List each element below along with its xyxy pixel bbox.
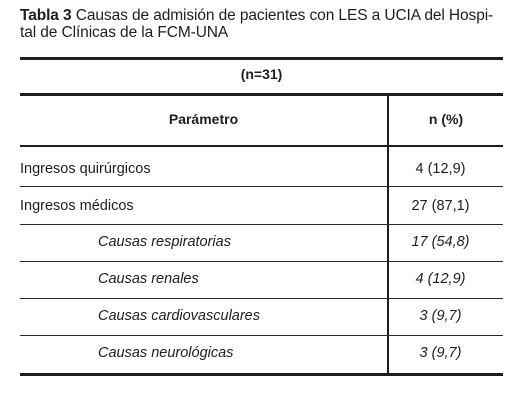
row-divider	[20, 298, 503, 299]
row-label-causas-cardiovasculares: Causas cardiovasculares	[98, 308, 260, 324]
row-divider	[20, 186, 503, 187]
row-value-causas-neurologicas: 3 (9,7)	[419, 345, 462, 361]
sample-size-header: (n=31)	[240, 66, 283, 82]
row-value-ingresos-medicos: 27 (87,1)	[411, 198, 470, 214]
header-top-rule	[20, 93, 503, 96]
row-value-causas-cardiovasculares: 3 (9,7)	[419, 308, 462, 324]
row-value-causas-respiratorias: 17 (54,8)	[411, 234, 470, 250]
row-divider	[20, 224, 503, 225]
row-divider	[20, 335, 503, 336]
caption-text-line1: Causas de admisión de pacientes con LES a UCIA del Hospi-	[75, 7, 494, 24]
table-caption	[20, 7, 510, 41]
column-header-n-percent: n (%)	[428, 111, 464, 127]
row-value-causas-renales: 4 (12,9)	[415, 271, 466, 287]
table-top-rule	[20, 57, 503, 60]
table-number: Tabla 3	[20, 7, 72, 24]
row-label-ingresos-quirurgicos: Ingresos quirúrgicos	[20, 161, 151, 177]
row-label-ingresos-medicos: Ingresos médicos	[20, 198, 134, 214]
row-label-causas-renales: Causas renales	[98, 271, 199, 287]
row-divider	[20, 261, 503, 262]
row-label-causas-neurologicas: Causas neurológicas	[98, 345, 234, 361]
row-value-ingresos-quirurgicos: 4 (12,9)	[415, 161, 466, 177]
caption-text-line2: tal de Clínicas de la FCM-UNA	[20, 24, 229, 41]
column-header-parametro: Parámetro	[168, 111, 239, 127]
header-bottom-rule	[20, 145, 503, 147]
table-bottom-rule	[20, 373, 503, 376]
row-label-causas-respiratorias: Causas respiratorias	[98, 234, 231, 250]
